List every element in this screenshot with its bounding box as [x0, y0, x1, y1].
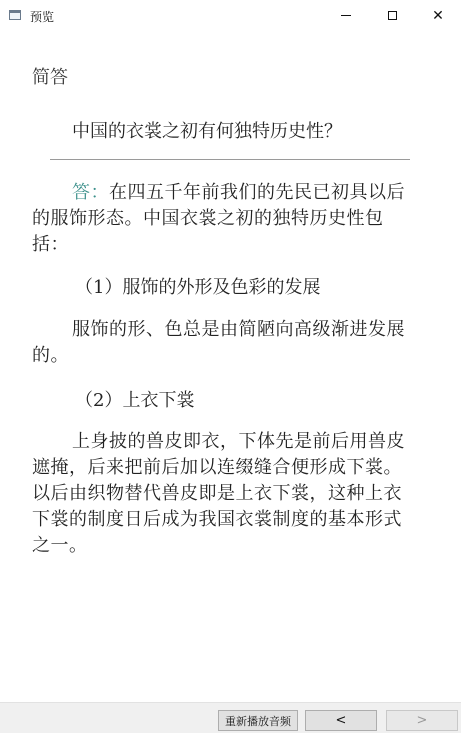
- previous-button[interactable]: <: [305, 710, 377, 731]
- maximize-icon: [388, 11, 397, 20]
- close-icon: ✕: [432, 7, 444, 24]
- next-button[interactable]: >: [386, 710, 458, 731]
- subheading-1: （1）服饰的外形及色彩的发展: [75, 277, 321, 298]
- replay-audio-button[interactable]: 重新播放音频: [218, 710, 298, 731]
- close-button[interactable]: [415, 0, 461, 31]
- paragraph-3: 上身披的兽皮即衣，下体先是前后用兽皮遮掩，后来把前后加以连缀缝合便形成下裳。以后由织物替代兽皮即是上衣下裳，这种上衣下裳的制度日后成为我国衣裳制度的基本形式之一。: [32, 431, 405, 556]
- answer-intro: 在四五千年前我们的先民已初具以后的服饰形态。中国衣裳之初的独特历史性包括：: [32, 182, 405, 255]
- answer-label: 答：: [72, 182, 109, 203]
- title-bar: [0, 0, 461, 31]
- minimize-button[interactable]: [323, 0, 369, 31]
- section-label: 简答: [32, 67, 68, 88]
- minimize-icon: [341, 15, 351, 16]
- question-text: 中国的衣裳之初有何独特历史性？: [72, 121, 342, 142]
- window-title: 预览: [30, 10, 55, 24]
- answer-paragraph: [32, 180, 412, 258]
- paragraph-2: 服饰的形、色总是由简陋向高级渐进发展的。: [32, 319, 405, 366]
- divider: [50, 159, 410, 160]
- window-app-icon: [9, 10, 21, 20]
- subheading-2: （2）上衣下裳: [75, 390, 195, 411]
- preview-content: [0, 31, 461, 702]
- bottom-toolbar: [0, 702, 461, 733]
- maximize-button[interactable]: [369, 0, 415, 31]
